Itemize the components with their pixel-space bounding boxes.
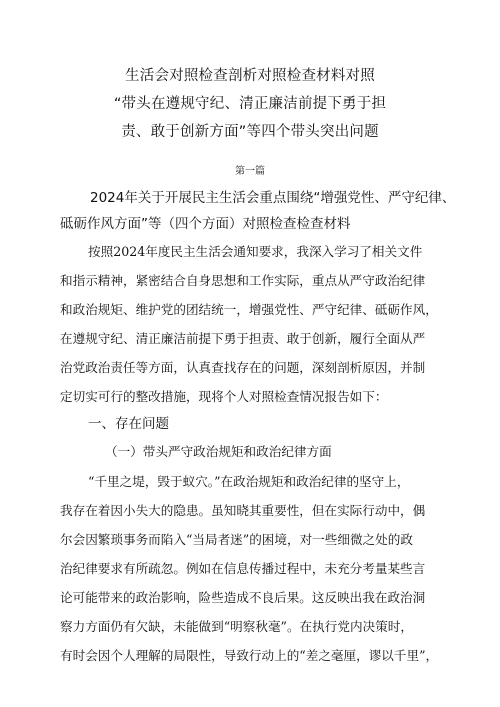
body-line-3: 尔会因繁琐事务而陷入“当局者迷”的困境，对一些细微之处的政 xyxy=(60,532,413,547)
document-title-line-3: 责、敢于创新方面”等四个带头突出问题 xyxy=(121,124,379,140)
subsection-heading: （一）带头严守政治规矩和政治纪律方面 xyxy=(105,444,332,459)
document-title-line-2: “带头在遵规守纪、清正廉洁前提下勇于担 xyxy=(113,96,387,112)
body-line-5: 论可能带来的政治影响，险些造成不良后果。这反映出我在政治洞 xyxy=(60,590,426,605)
intro-line-3: 和政治规矩、维护党的团结统一，增强党性、严守纪律、砥砺作风， xyxy=(60,302,438,317)
subtitle-line-1: 2024年关于开展民主生活会重点围绕“增强党性、严守纪律、 xyxy=(90,190,456,206)
body-line-4: 治纪律要求有所疏忽。例如在信息传播过程中，未充分考量某些言 xyxy=(60,561,426,576)
intro-line-2: 和指示精神，紧密结合自身思想和工作实际，重点从严守政治纪律 xyxy=(60,273,426,288)
document-title-line-1: 生活会对照检查剖析对照检查材料对照 xyxy=(125,68,375,84)
intro-line-1: 按照2024年度民主生活会通知要求，我深入学习了相关文件 xyxy=(88,244,423,259)
section-heading: 一、存在问题 xyxy=(88,416,169,432)
body-line-6: 察力方面仍有欠缺，未能做到“明察秋毫”。在执行党内决策时， xyxy=(60,619,413,634)
chapter-label: 第一篇 xyxy=(235,166,265,177)
intro-line-6: 定切实可行的整改措施，现将个人对照检查情况报告如下： xyxy=(60,389,388,404)
subtitle-line-2: 砥砺作风方面”等（四个方面）对照检查检查材料 xyxy=(60,216,351,232)
body-line-1: “千里之堤，毁于蚁穴。”在政治规矩和政治纪律的坚守上， xyxy=(88,474,410,489)
intro-line-4: 在遵规守纪、清正廉洁前提下勇于担责、敢于创新，履行全面从严 xyxy=(60,331,426,346)
intro-line-5: 治党政治责任等方面，认真查找存在的问题，深刻剖析原因，并制 xyxy=(60,360,426,375)
body-line-7: 有时会因个人理解的局限性，导致行动上的“差之毫厘，谬以千里”， xyxy=(60,648,439,663)
body-line-2: 我存在着因小失大的隐患。虽知晓其重要性，但在实际行动中，偶 xyxy=(60,503,426,518)
